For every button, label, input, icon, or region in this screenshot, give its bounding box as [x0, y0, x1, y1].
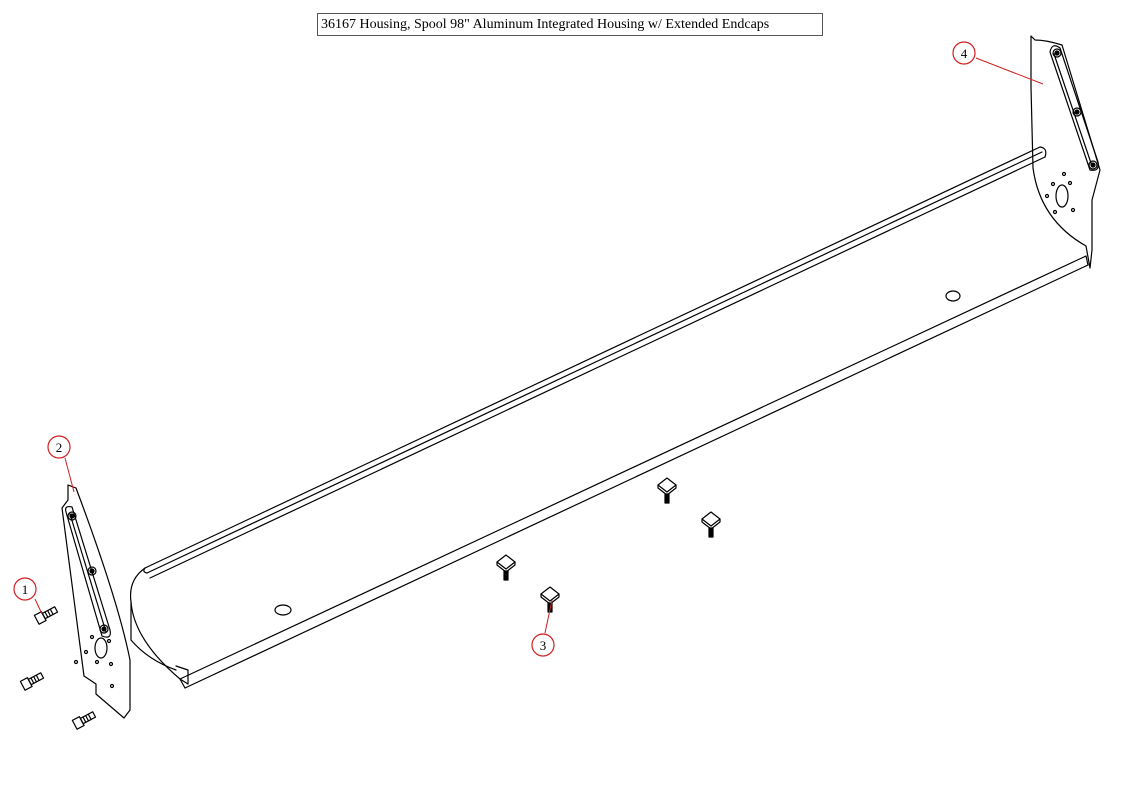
- callout-1-leader: [35, 599, 42, 614]
- callout-1: [14, 578, 36, 600]
- hex-bolt: [72, 710, 96, 729]
- drawing-title: 36167 Housing, Spool 98" Aluminum Integrated Housing w/ Extended Endcaps: [317, 13, 823, 36]
- callout-2: [48, 436, 70, 458]
- hex-bolt: [34, 605, 58, 624]
- callout-1-label: 1: [21, 582, 29, 597]
- t-bolt: [702, 512, 720, 537]
- housing-extrusion: [131, 147, 1088, 688]
- callout-2-label: 2: [55, 440, 63, 455]
- t-bolt: [497, 555, 515, 580]
- callout-3-label: 3: [539, 638, 547, 653]
- callout-4-leader: [976, 58, 1043, 84]
- callout-3: [532, 634, 554, 656]
- left-endcap: [62, 485, 130, 718]
- callout-2-leader: [65, 458, 74, 492]
- hex-bolt: [20, 671, 44, 690]
- t-bolt: [658, 478, 676, 503]
- callout-4: [953, 42, 975, 64]
- callout-4-label: 4: [960, 46, 968, 61]
